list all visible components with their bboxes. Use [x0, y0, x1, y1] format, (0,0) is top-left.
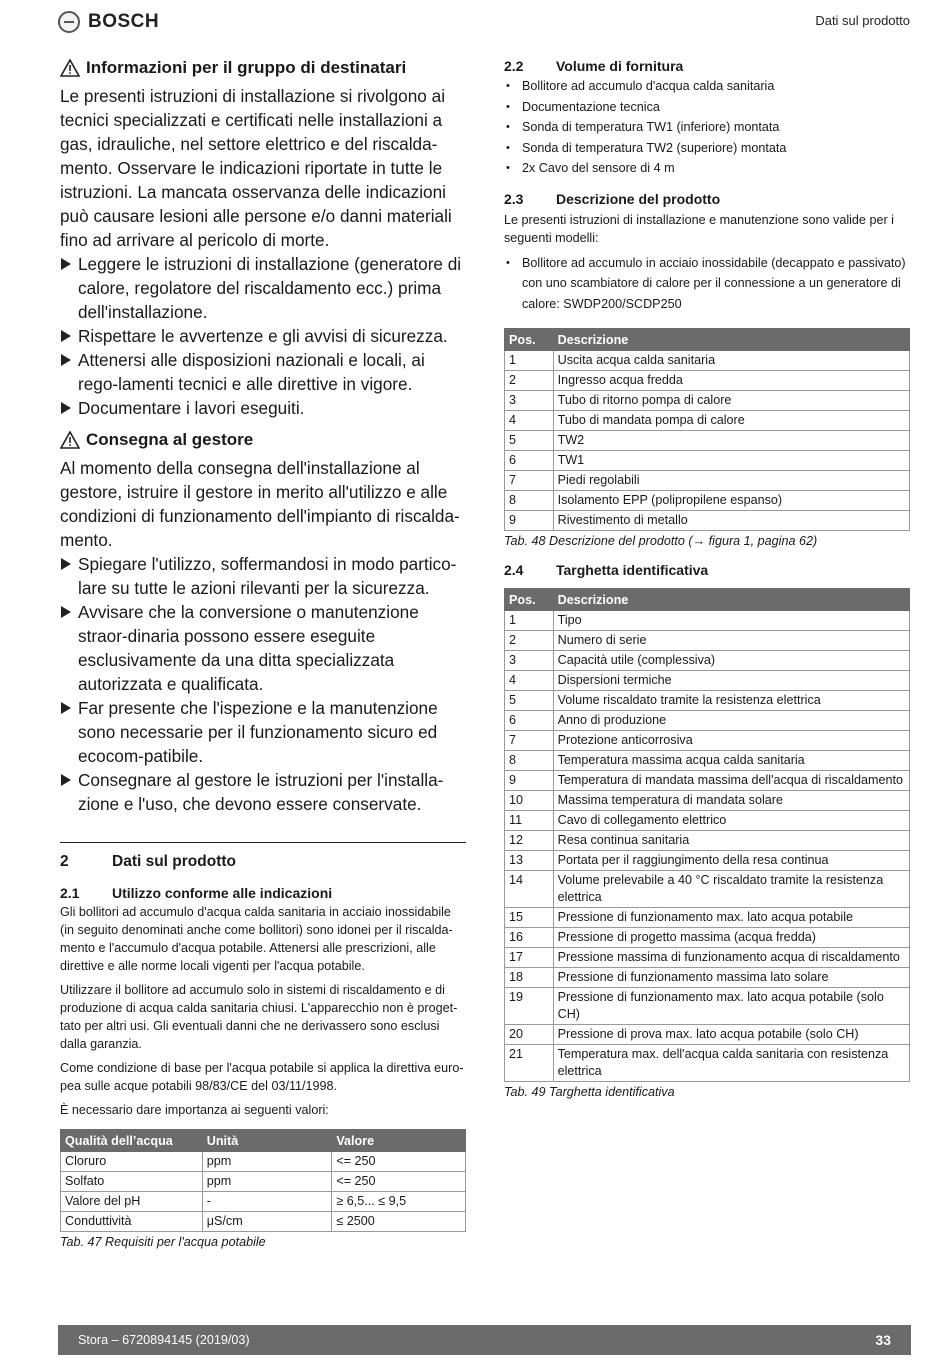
table-cell: 3: [505, 391, 554, 411]
table-cell: 1: [505, 351, 554, 371]
table-cell: Rivestimento di metallo: [553, 511, 909, 531]
list-item-text: Documentare i lavori eseguiti.: [78, 398, 305, 418]
table-cell: 6: [505, 451, 554, 471]
table-cell: Temperatura max. dell'acqua calda sanitaria con resistenza elettrica: [553, 1045, 909, 1082]
left-column: [60, 58, 466, 1249]
list-item: [504, 97, 910, 118]
column-header: Pos.: [505, 589, 554, 611]
list-item-text: Leggere le istruzioni di installazione (generatore di calore, regolatore del riscaldamento ecc.) prima dell'installazione.: [78, 254, 462, 322]
footer-doc-id: Stora – 6720894145 (2019/03): [78, 1333, 250, 1347]
bullet-arrow-icon: [61, 330, 71, 342]
table-cell: 5: [505, 431, 554, 451]
table-cell: 11: [505, 811, 554, 831]
table-row: [505, 851, 910, 871]
target-group-steps: [60, 252, 466, 420]
table-cell: 2: [505, 371, 554, 391]
list-item: [60, 768, 466, 816]
table-cell: Volume prelevabile a 40 °C riscaldato tramite la resistenza elettrica: [553, 871, 909, 908]
list-item: [60, 396, 466, 420]
table-row: [505, 968, 910, 988]
table-cell: 7: [505, 471, 554, 491]
section-number: 2.2: [504, 58, 524, 74]
table-row: [505, 511, 910, 531]
table-cell: -: [202, 1192, 332, 1212]
table-cell: Pressione di funzionamento massima lato solare: [553, 968, 909, 988]
section-2-1-body: [60, 903, 466, 1119]
list-item: [504, 117, 910, 138]
column-header: Descrizione: [553, 329, 909, 351]
list-item-text: Spiegare l'utilizzo, soffermandosi in modo partico-lare su tutte le azioni rilevanti per la sicurezza.: [78, 554, 457, 598]
table-cell: TW2: [553, 431, 909, 451]
list-item: [504, 138, 910, 159]
table-cell: ppm: [202, 1172, 332, 1192]
brand-name: BOSCH: [88, 11, 160, 32]
table-cell: 2: [505, 631, 554, 651]
bullet-arrow-icon: [61, 774, 71, 786]
table-row: [505, 451, 910, 471]
table-cell: 1: [505, 611, 554, 631]
table-cell: 19: [505, 988, 554, 1025]
table-row: [505, 631, 910, 651]
table-48-caption: Tab. 48 Descrizione del prodotto (→ figura 1, pagina 62): [504, 534, 818, 548]
bullet-arrow-icon: [61, 702, 71, 714]
section-2-4-heading: [504, 562, 910, 578]
delivery-list: [504, 76, 910, 179]
section-title: Volume di fornitura: [556, 58, 684, 74]
table-cell: Portata per il raggiungimento della resa continua: [553, 851, 909, 871]
warning-icon: [60, 59, 80, 77]
handover-heading: [60, 430, 466, 450]
section-divider: [60, 842, 466, 843]
table-row: [505, 691, 910, 711]
table-cell: 9: [505, 511, 554, 531]
section-number: 2: [60, 853, 69, 870]
table-cell: 13: [505, 851, 554, 871]
section-2-2-heading: [504, 58, 910, 74]
table-cell: Tubo di mandata pompa di calore: [553, 411, 909, 431]
table-cell: 21: [505, 1045, 554, 1082]
table-47-caption: Tab. 47 Requisiti per l'acqua potabile: [60, 1235, 266, 1249]
target-group-title: Informazioni per il gruppo di destinatari: [86, 58, 407, 77]
table-cell: <= 250: [332, 1172, 466, 1192]
table-cell: <= 250: [332, 1152, 466, 1172]
list-item-text: Sonda di temperatura TW2 (superiore) montata: [522, 140, 787, 155]
table-cell: Temperatura massima acqua calda sanitaria: [553, 751, 909, 771]
column-header: Qualità dell’acqua: [61, 1130, 203, 1152]
table-row: [505, 871, 910, 908]
bullet-arrow-icon: [61, 402, 71, 414]
table-row: [61, 1152, 466, 1172]
section-2-3-intro: Le presenti istruzioni di installazione e manutenzione sono valide per i seguenti modelli:: [504, 212, 894, 245]
table-cell: 3: [505, 651, 554, 671]
table-cell: 18: [505, 968, 554, 988]
table-cell: 8: [505, 491, 554, 511]
table-cell: ≤ 2500: [332, 1212, 466, 1232]
paragraph: È necessario dare importanza ai seguenti valori:: [60, 1103, 329, 1117]
list-item: [60, 252, 466, 324]
table-cell: Capacità utile (complessiva): [553, 651, 909, 671]
table-cell: Pressione di funzionamento max. lato acqua potabile: [553, 908, 909, 928]
table-row: [505, 948, 910, 968]
bullet-arrow-icon: [61, 558, 71, 570]
table-cell: ppm: [202, 1152, 332, 1172]
table-cell: Pressione di prova max. lato acqua potabile (solo CH): [553, 1025, 909, 1045]
handover-steps: [60, 552, 466, 816]
table-cell: Tubo di ritorno pompa di calore: [553, 391, 909, 411]
table-cell: Uscita acqua calda sanitaria: [553, 351, 909, 371]
table-cell: Cavo di collegamento elettrico: [553, 811, 909, 831]
list-item: [60, 348, 466, 396]
list-item-text: Consegnare al gestore le istruzioni per l'installa-zione e l'uso, che devono essere conservate.: [78, 770, 444, 814]
list-item: [504, 253, 910, 315]
table-cell: Isolamento EPP (polipropilene espanso): [553, 491, 909, 511]
table-cell: Conduttività: [61, 1212, 203, 1232]
table-row: [505, 908, 910, 928]
list-item-text: 2x Cavo del sensore di 4 m: [522, 161, 675, 175]
section-2-3-heading: [504, 191, 910, 207]
table-cell: 9: [505, 771, 554, 791]
table-cell: 4: [505, 411, 554, 431]
list-item-text: Attenersi alle disposizioni nazionali e locali, ai rego-lamenti tecnici e alle direttive in vigore.: [78, 350, 425, 394]
table-cell: Massima temperatura di mandata solare: [553, 791, 909, 811]
table-cell: Anno di produzione: [553, 711, 909, 731]
table-cell: ≥ 6,5... ≤ 9,5: [332, 1192, 466, 1212]
table-cell: Resa continua sanitaria: [553, 831, 909, 851]
table-header-row: [505, 589, 910, 611]
models-list: [504, 253, 910, 315]
table-cell: Pressione di funzionamento max. lato acqua potabile (solo CH): [553, 988, 909, 1025]
page-number: 33: [875, 1332, 891, 1348]
table-row: [505, 611, 910, 631]
list-item-text: Bollitore ad accumulo in acciaio inossidabile (decappato e passivato) con uno scambiatore di calore per il connessione a un generatore di calore: SWDP200/SCDP250: [522, 255, 906, 311]
water-quality-table: [60, 1129, 466, 1232]
list-item-text: Rispettare le avvertenze e gli avvisi di sicurezza.: [78, 326, 448, 346]
right-column: [504, 58, 910, 1099]
section-title: Targhetta identificativa: [556, 562, 709, 578]
section-2-1-heading: [60, 885, 466, 901]
section-title: Descrizione del prodotto: [556, 190, 721, 207]
table-row: [61, 1212, 466, 1232]
table-row: [505, 831, 910, 851]
table-row: [505, 371, 910, 391]
list-item-text: Far presente che l'ispezione e la manutenzione sono necessarie per il funzionamento sicuro ed ecocom-patibile.: [78, 698, 438, 766]
table-cell: 12: [505, 831, 554, 851]
table-cell: Pressione di progetto massima (acqua fredda): [553, 928, 909, 948]
table-row: [505, 711, 910, 731]
table-cell: 20: [505, 1025, 554, 1045]
table-cell: Tipo: [553, 611, 909, 631]
table-header-row: [61, 1130, 466, 1152]
column-header: Pos.: [505, 329, 554, 351]
column-header: Unità: [202, 1130, 332, 1152]
page-footer: [58, 1325, 911, 1355]
table-cell: 4: [505, 671, 554, 691]
table-row: [505, 1025, 910, 1045]
list-item: [60, 696, 466, 768]
table-row: [505, 791, 910, 811]
list-item-text: Bollitore ad accumulo d'acqua calda sanitaria: [522, 79, 775, 93]
table-cell: 5: [505, 691, 554, 711]
list-item: [60, 324, 466, 348]
paragraph: Come condizione di base per l'acqua potabile si applica la direttiva euro-pea sulle acque potabili 98/83/CE del 03/11/1998.: [60, 1061, 464, 1093]
target-group-intro: Le presenti istruzioni di installazione si rivolgono ai tecnici specializzati e certificati nelle installazioni a gas, idrauliche, nel settore elettrico e del riscalda-mento. Osservare le indicazioni riportate in tutte le istruzioni. La mancata osservanza delle indicazioni può causare lesioni alle persone e/o danni materiali fino ad arrivare al pericolo di morte.: [60, 86, 452, 250]
table-row: [505, 928, 910, 948]
table-row: [505, 471, 910, 491]
table-cell: Numero di serie: [553, 631, 909, 651]
table-cell: Protezione anticorrosiva: [553, 731, 909, 751]
table-row: [505, 491, 910, 511]
table-row: [61, 1192, 466, 1212]
paragraph: Gli bollitori ad accumulo d'acqua calda sanitaria in acciaio inossidabile (in seguito denominati anche come bollitori) sono idonei per il riscalda-mento e l'accumulo d'acqua potabile. Attenersi alle prescrizioni, alle direttive e alle norme locali vigenti per l'acqua potabile.: [60, 905, 453, 973]
list-item: [60, 552, 466, 600]
table-row: [505, 431, 910, 451]
table-cell: 7: [505, 731, 554, 751]
table-cell: Valore del pH: [61, 1192, 203, 1212]
table-cell: μS/cm: [202, 1212, 332, 1232]
table-cell: Cloruro: [61, 1152, 203, 1172]
table-row: [505, 651, 910, 671]
table-row: [505, 391, 910, 411]
table-row: [505, 751, 910, 771]
list-item-text: Avvisare che la conversione o manutenzione straor-dinaria possono essere eseguite esclusivamente da una ditta specializzata autorizzata e qualificata.: [78, 602, 419, 694]
table-row: [505, 988, 910, 1025]
handover-intro: Al momento della consegna dell'installazione al gestore, istruire il gestore in merito all'utilizzo e alle condizioni di funzionamento dell'impianto di riscalda-mento.: [60, 458, 460, 550]
list-item-text: Documentazione tecnica: [522, 99, 660, 114]
bullet-arrow-icon: [61, 606, 71, 618]
table-cell: 17: [505, 948, 554, 968]
table-cell: 8: [505, 751, 554, 771]
table-row: [505, 1045, 910, 1082]
bullet-arrow-icon: [61, 354, 71, 366]
table-cell: 6: [505, 711, 554, 731]
table-row: [505, 811, 910, 831]
brand-logo: [58, 11, 159, 33]
table-row: [505, 411, 910, 431]
section-number: 2.3: [504, 190, 524, 207]
list-item: [504, 76, 910, 97]
table-cell: Pressione massima di funzionamento acqua di riscaldamento: [553, 948, 909, 968]
table-header-row: [505, 329, 910, 351]
bosch-armature-icon: [58, 11, 80, 33]
section-2-heading: [60, 853, 466, 871]
product-description-table: [504, 328, 910, 531]
list-item-text: Sonda di temperatura TW1 (inferiore) montata: [522, 120, 780, 134]
list-item: [504, 158, 910, 179]
table-cell: 10: [505, 791, 554, 811]
warning-icon: [60, 431, 80, 449]
table-cell: Solfato: [61, 1172, 203, 1192]
running-header: Dati sul prodotto: [815, 13, 910, 28]
table-row: [61, 1172, 466, 1192]
table-cell: 16: [505, 928, 554, 948]
table-row: [505, 731, 910, 751]
paragraph: Utilizzare il bollitore ad accumulo solo in sistemi di riscaldamento e di produzione di acqua calda sanitaria chiusi. L'apparecchio non è proget-tato per altri usi. Gli eventuali danni che ne derivassero sono esclusi dalla garanzia.: [60, 983, 458, 1051]
table-cell: 15: [505, 908, 554, 928]
section-title: Utilizzo conforme alle indicazioni: [112, 885, 333, 901]
table-cell: Volume riscaldato tramite la resistenza elettrica: [553, 691, 909, 711]
column-header: Descrizione: [553, 589, 909, 611]
table-row: [505, 671, 910, 691]
table-cell: TW1: [553, 451, 909, 471]
section-number: 2.1: [60, 885, 80, 901]
table-cell: Piedi regolabili: [553, 471, 909, 491]
column-header: Valore: [332, 1130, 466, 1152]
table-cell: Ingresso acqua fredda: [553, 371, 909, 391]
bullet-arrow-icon: [61, 258, 71, 270]
section-title: Dati sul prodotto: [112, 853, 236, 870]
section-number: 2.4: [504, 562, 524, 578]
table-cell: Dispersioni termiche: [553, 671, 909, 691]
table-row: [505, 351, 910, 371]
table-49-caption: Tab. 49 Targhetta identificativa: [504, 1085, 675, 1099]
table-row: [505, 771, 910, 791]
handover-title: Consegna al gestore: [86, 430, 254, 449]
nameplate-table: [504, 588, 910, 1082]
list-item: [60, 600, 466, 696]
target-group-heading: [60, 58, 466, 78]
table-cell: 14: [505, 871, 554, 908]
table-cell: Temperatura di mandata massima dell'acqua di riscaldamento: [553, 771, 909, 791]
